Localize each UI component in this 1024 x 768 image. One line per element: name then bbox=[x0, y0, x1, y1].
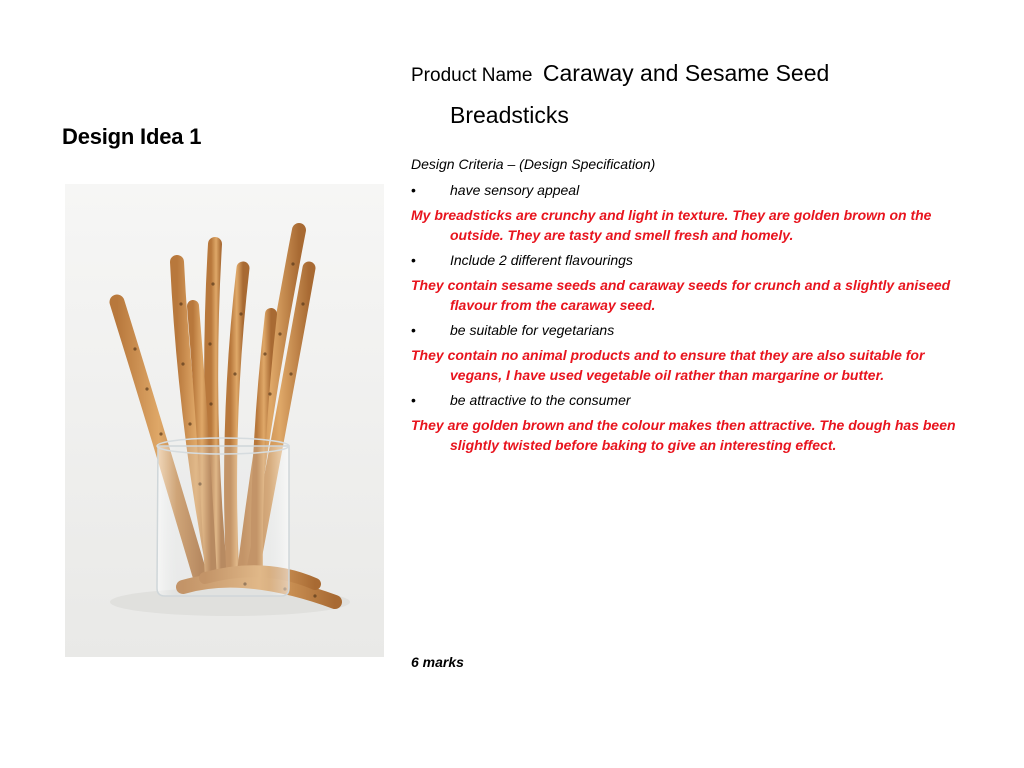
product-name-label: Product Name bbox=[411, 65, 533, 86]
bullet-point: • bbox=[411, 322, 416, 338]
criteria-requirement bbox=[411, 320, 971, 340]
bullet-point: • bbox=[411, 182, 416, 198]
criteria-response: They contain no animal products and to ensure that they are also suitable for vegans, I have used vegetable oil rather than margarine or butter. bbox=[411, 347, 925, 383]
criteria-requirement bbox=[411, 390, 971, 410]
design-criteria bbox=[411, 154, 971, 460]
criteria-response: They contain sesame seeds and caraway seeds for crunch and a slightly aniseed flavour from the caraway seed. bbox=[411, 277, 951, 313]
bullet-point: • bbox=[411, 252, 416, 268]
marks-label: 6 marks bbox=[411, 654, 464, 670]
criteria-response: My breadsticks are crunchy and light in texture. They are golden brown on the outside. They are tasty and smell fresh and homely. bbox=[411, 207, 932, 243]
criteria-heading: Design Criteria – (Design Specification) bbox=[411, 156, 656, 172]
requirement-text: be attractive to the consumer bbox=[450, 392, 631, 408]
product-name-line1: Caraway and Sesame Seed bbox=[542, 60, 830, 86]
breadsticks-photo bbox=[65, 184, 384, 657]
product-name-line2: Breadsticks bbox=[450, 102, 569, 128]
requirement-text: Include 2 different flavourings bbox=[450, 252, 633, 268]
requirement-text: be suitable for vegetarians bbox=[450, 322, 615, 338]
product-name-block bbox=[411, 54, 971, 134]
criteria-response: They are golden brown and the colour makes then attractive. The dough has been slightly twisted before baking to give an interesting effect. bbox=[411, 417, 956, 453]
criteria-requirement bbox=[411, 180, 971, 200]
requirement-text: have sensory appeal bbox=[450, 182, 580, 198]
design-title: Design Idea 1 bbox=[62, 124, 202, 149]
bullet-point: • bbox=[411, 392, 416, 408]
criteria-requirement bbox=[411, 250, 971, 270]
